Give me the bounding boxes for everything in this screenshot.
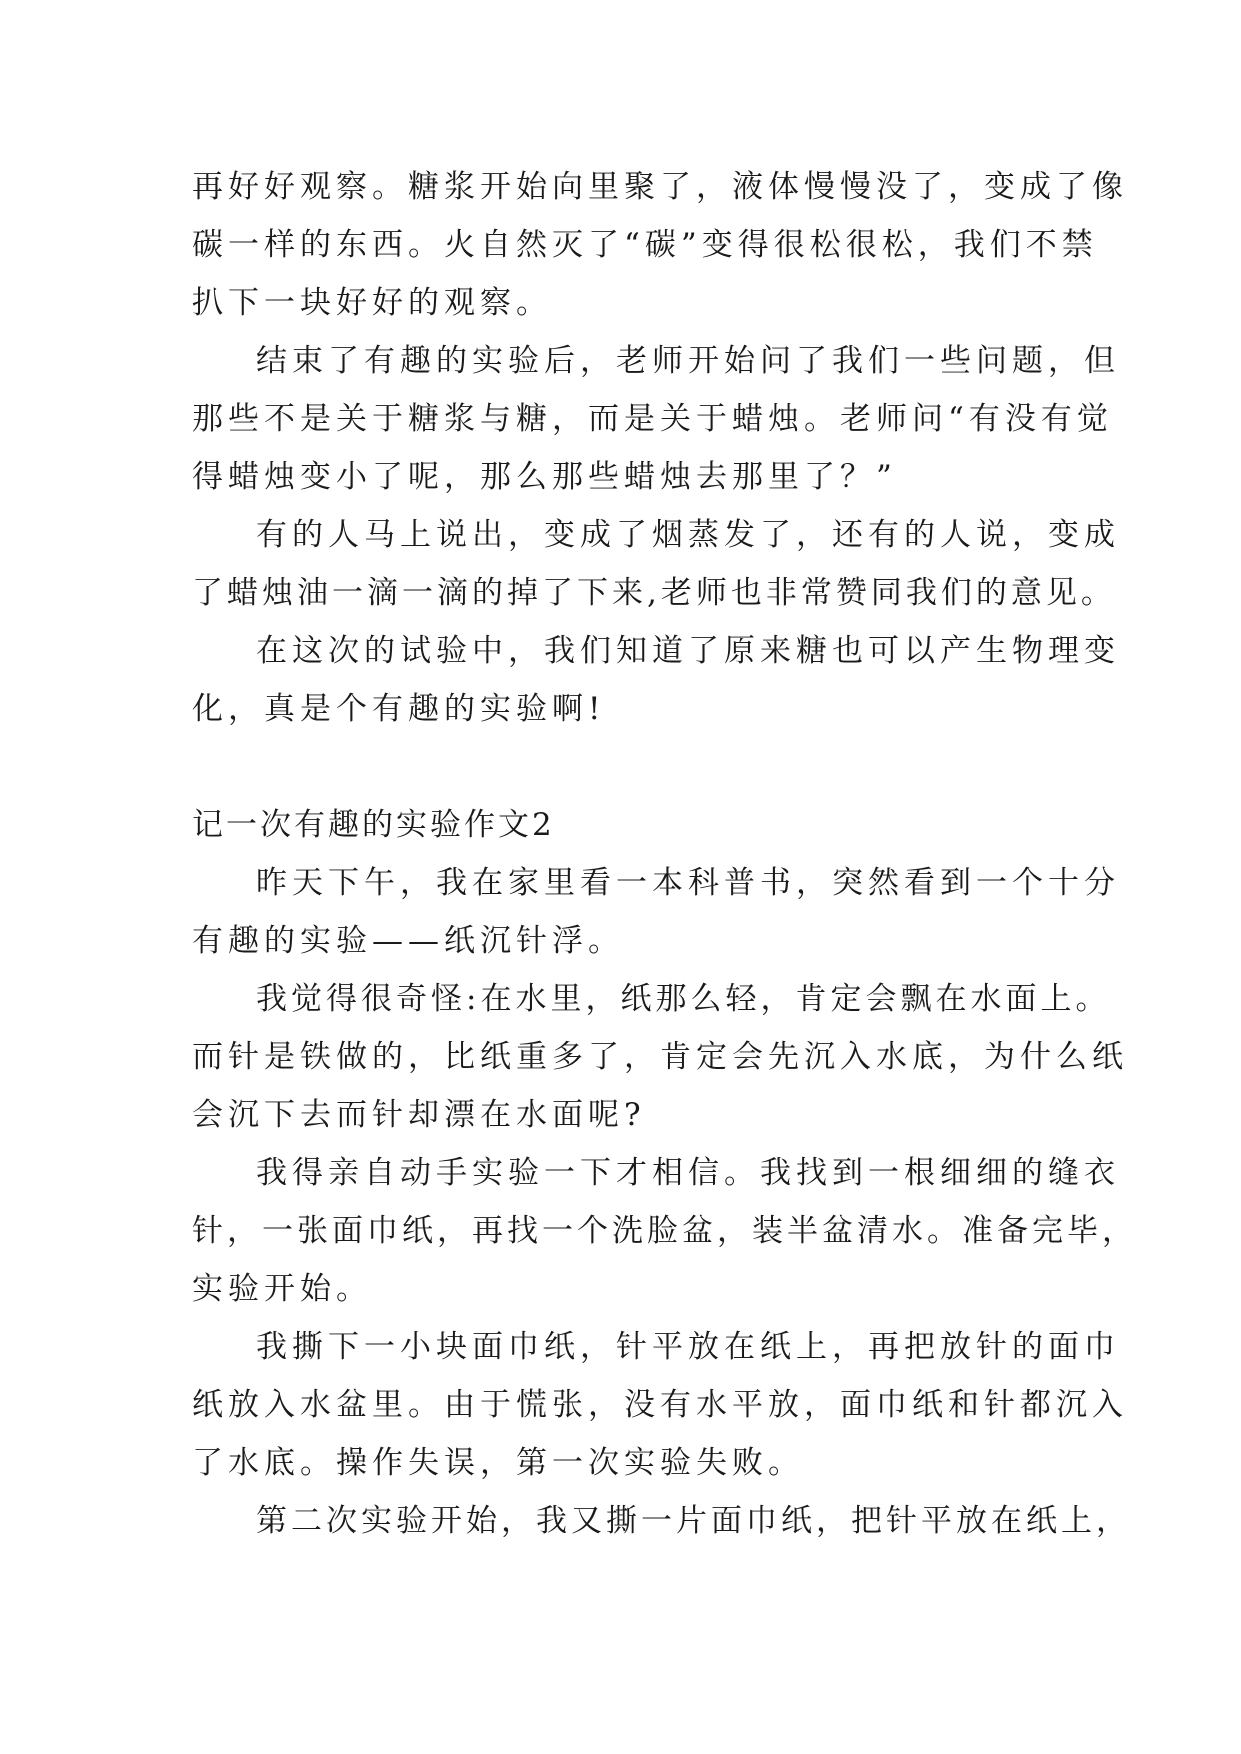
text-line: 得蜡烛变小了呢，那么那些蜡烛去那里了？” [192,459,897,495]
text-line: 化，真是个有趣的实验啊! [192,691,606,727]
text-line: 了蜡烛油一滴一滴的掉了下来,老师也非常赞同我们的意见。 [192,575,1116,611]
text-line: 有趣的实验——纸沉针浮。 [192,923,624,959]
text-line: 而针是铁做的，比纸重多了，肯定会先沉入水底，为什么纸 [192,1039,1128,1075]
paragraph-first-line: 结束了有趣的实验后，老师开始问了我们一些问题，但 [256,343,1120,379]
paragraph-first-line: 我撕下一小块面巾纸，针平放在纸上，再把放针的面巾 [256,1329,1120,1365]
paragraph-first-line: 有的人马上说出，变成了烟蒸发了，还有的人说，变成 [256,517,1120,553]
text-line: 纸放入水盆里。由于慌张，没有水平放，面巾纸和针都沉入 [192,1387,1128,1423]
paragraph-first-line: 第二次实验开始，我又撕一片面巾纸，把针平放在纸上， [256,1503,1131,1539]
text-line: 会沉下去而针却漂在水面呢? [192,1097,646,1133]
section-gap [192,738,1060,796]
text-line: 针，一张面巾纸，再找一个洗脸盆，装半盆清水。准备完毕， [192,1213,1137,1249]
paragraph-first-line: 我得亲自动手实验一下才相信。我找到一根细细的缝衣 [256,1155,1120,1191]
text-line: 再好好观察。糖浆开始向里聚了，液体慢慢没了，变成了像 [192,169,1128,205]
text-line: 了水底。操作失误，第一次实验失败。 [192,1445,804,1481]
paragraph-first-line: 在这次的试验中，我们知道了原来糖也可以产生物理变 [256,633,1120,669]
text-line: 碳一样的东西。火自然灭了“碳”变得很松很松，我们不禁 [192,227,1098,263]
text-line: 扒下一块好好的观察。 [192,285,552,321]
paragraph-first-line: 我觉得很奇怪:在水里，纸那么轻，肯定会飘在水面上。 [256,981,1111,1017]
paragraph-first-line: 昨天下午，我在家里看一本科普书，突然看到一个十分 [256,865,1120,901]
text-line: 实验开始。 [192,1271,372,1307]
section-title: 记一次有趣的实验作文2 [192,807,555,843]
document-body [192,158,1137,1550]
text-line: 那些不是关于糖浆与糖，而是关于蜡烛。老师问“有没有觉 [192,401,1113,437]
